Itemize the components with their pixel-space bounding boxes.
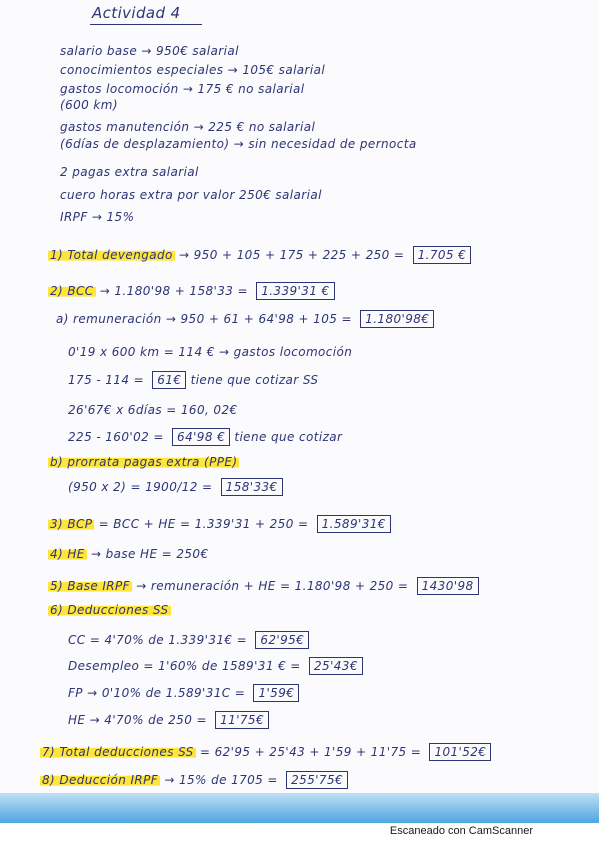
section-total-deducciones (40, 743, 491, 761)
boxed-result: 64'98 € (172, 428, 230, 446)
subsection-remuneracion (56, 310, 434, 328)
section-deduccion-irpf (40, 771, 348, 789)
section-deducciones-ss (48, 603, 171, 617)
calc-expression: 225 - 160'02 = (68, 430, 164, 444)
calc-expression: CC = 4'70% de 1.339'31€ = (68, 633, 248, 647)
boxed-result: 25'43€ (309, 657, 363, 675)
calc-manutencion: 26'67€ x 6días = 160, 02€ (68, 403, 238, 417)
section-expression: → remuneración + HE = 1.180'98 + 250 = (136, 579, 409, 593)
boxed-result: 158'33€ (221, 478, 283, 496)
camscanner-watermark: Escaneado con CamScanner (389, 825, 533, 837)
section-he (48, 547, 209, 561)
boxed-result: 62'95€ (255, 631, 309, 649)
section-expression: → 950 + 105 + 175 + 225 + 250 = (178, 248, 405, 262)
scanner-color-band (0, 793, 599, 823)
calc-expression: HE → 4'70% de 250 = (68, 713, 207, 727)
intro-line-9: IRPF → 15% (60, 210, 135, 224)
boxed-result: 11'75€ (215, 711, 269, 729)
calc-locomocion-cotiza (68, 371, 318, 389)
section-label: 5) Base IRPF (50, 579, 130, 593)
section-label: 8) Deducción IRPF (42, 773, 159, 787)
intro-line-5: gastos manutención → 225 € no salarial (60, 120, 316, 134)
intro-line-6: (6días de desplazamiento) → sin necesidad de pernocta (60, 137, 417, 151)
section-expression: = 62'95 + 25'43 + 1'59 + 11'75 = (199, 745, 422, 759)
deduccion-fp (68, 684, 299, 702)
boxed-result: 1430'98 (417, 577, 479, 595)
section-label: 2) BCC (50, 284, 94, 298)
section-expression: → 15% de 1705 = (164, 773, 278, 787)
intro-line-2: conocimientos especiales → 105€ salarial (60, 63, 326, 77)
boxed-result: 1.705 € (413, 246, 472, 264)
subsection-label: b) prorrata pagas extra (PPE) (50, 455, 238, 469)
intro-line-3: gastos locomoción → 175 € no salarial (60, 82, 305, 96)
page-title: Actividad 4 (92, 4, 181, 22)
section-label: 6) Deducciones SS (50, 603, 169, 617)
boxed-result: 61€ (152, 371, 186, 389)
section-expression: → base HE = 250€ (90, 547, 209, 561)
calc-expression: FP → 0'10% de 1.589'31C = (68, 686, 246, 700)
intro-line-8: cuero horas extra por valor 250€ salarial (60, 188, 322, 202)
title-underline (90, 24, 202, 25)
boxed-result: 1.589'31€ (317, 515, 391, 533)
section-total-devengado (48, 246, 471, 264)
calc-note: tiene que cotizar SS (190, 373, 319, 387)
deduccion-desempleo (68, 657, 363, 675)
section-expression: → 1.180'98 + 158'33 = (99, 284, 248, 298)
calc-expression: Desempleo = 1'60% de 1589'31 € = (68, 659, 301, 673)
section-expression: = BCC + HE = 1.339'31 + 250 = (98, 517, 309, 531)
calc-locomocion: 0'19 x 600 km = 114 € → gastos locomoción (68, 345, 353, 359)
boxed-result: 101'52€ (429, 743, 491, 761)
section-bcc (48, 282, 335, 300)
intro-line-7: 2 pagas extra salarial (60, 165, 199, 179)
section-label: 7) Total deducciones SS (42, 745, 194, 759)
section-bcp (48, 515, 391, 533)
intro-line-4: (600 km) (60, 98, 118, 112)
boxed-result: 1'59€ (253, 684, 299, 702)
boxed-result: 255'75€ (286, 771, 348, 789)
section-label: 3) BCP (50, 517, 93, 531)
deduccion-he (68, 711, 269, 729)
section-label: 1) Total devengado (50, 248, 173, 262)
boxed-result: 1.339'31 € (256, 282, 334, 300)
section-label: 4) HE (50, 547, 85, 561)
deduccion-cc (68, 631, 309, 649)
boxed-result: 1.180'98€ (360, 310, 434, 328)
calc-expression: (950 x 2) = 1900/12 = (68, 480, 213, 494)
section-base-irpf (48, 577, 479, 595)
calc-note: tiene que cotizar (234, 430, 343, 444)
intro-line-1: salario base → 950€ salarial (60, 44, 239, 58)
subsection-expression: → 950 + 61 + 64'98 + 105 = (165, 312, 352, 326)
calc-manutencion-cotiza (68, 428, 342, 446)
subsection-prorrata-label (48, 455, 239, 469)
calc-expression: 175 - 114 = (68, 373, 145, 387)
subsection-prorrata-calc (68, 478, 283, 496)
subsection-label: a) remuneración (56, 312, 162, 326)
